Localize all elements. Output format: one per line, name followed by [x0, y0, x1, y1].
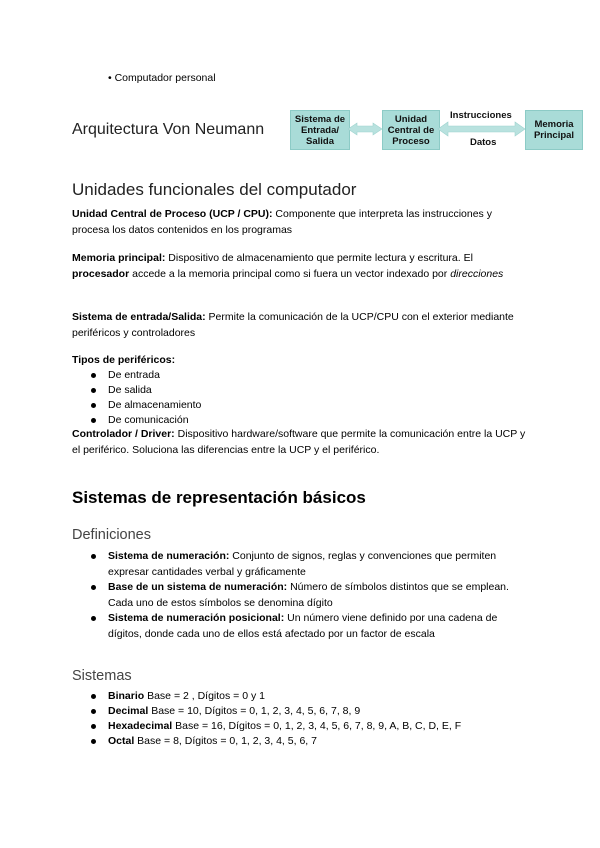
heading-sistemas: Sistemas: [72, 668, 132, 684]
heading-sistemas-rep: Sistemas de representación básicos: [72, 488, 366, 507]
list-item: De salida: [72, 383, 532, 398]
box-entrada-salida: Sistema de Entrada/ Salida: [290, 110, 350, 150]
para-controlador: Controlador / Driver: Dispositivo hardware/software que permite la comunicación entre la UCP y el periférico. Soluciona las diferencias entre la UCP y el periférico.: [72, 428, 526, 456]
list-item: De almacenamiento: [72, 398, 532, 413]
list-item: Sistema de numeración posicional: Un número viene definido por una cadena de dígitos, donde cada uno de ellos está afectado por un factor de escala: [72, 611, 524, 642]
heading-unidades: Unidades funcionales del computador: [72, 180, 357, 199]
bullet-glyph: •: [108, 72, 115, 84]
para-memoria: Memoria principal: Dispositivo de almacenamiento que permite lectura y escritura. El procesador accede a la memoria principal como si fuera un vector indexado por direcciones: [72, 252, 504, 280]
para-entrada-salida: Sistema de entrada/Salida: Permite la comunicación de la UCP/CPU con el exterior mediante periféricos y controladores: [72, 311, 514, 339]
tipos-list: [72, 368, 532, 428]
label-datos: Datos: [470, 137, 497, 148]
arrow-es-ucp: [348, 123, 382, 135]
para-ucp: Unidad Central de Proceso (UCP / CPU): Componente que interpreta las instrucciones y procesa los datos contenidos en los programas: [72, 208, 492, 236]
box-ucp: Unidad Central de Proceso: [382, 110, 440, 150]
list-item: De entrada: [72, 368, 532, 383]
list-item: Decimal Base = 10, Dígitos = 0, 1, 2, 3, 4, 5, 6, 7, 8, 9: [72, 704, 532, 719]
arch-title: Arquitectura Von Neumann: [72, 121, 265, 138]
heading-definiciones: Definiciones: [72, 527, 151, 543]
label-instrucciones: Instrucciones: [450, 110, 512, 121]
tipos-heading: Tipos de periféricos:: [72, 354, 176, 366]
list-item: Hexadecimal Base = 16, Dígitos = 0, 1, 2, 3, 4, 5, 6, 7, 8, 9, A, B, C, D, E, F: [72, 719, 532, 734]
list-item: Base de un sistema de numeración: Número de símbolos distintos que se emplean. Cada uno de estos símbolos se denomina dígito: [72, 580, 524, 611]
definiciones-list: [72, 549, 524, 642]
list-item: Sistema de numeración: Conjunto de signos, reglas y convenciones que permiten expresar cantidades verbal y gráficamente: [72, 549, 524, 580]
list-item: Octal Base = 8, Dígitos = 0, 1, 2, 3, 4, 5, 6, 7: [72, 734, 532, 749]
top-bullet: • Computador personal: [108, 72, 216, 84]
arrow-ucp-mem: [438, 122, 525, 136]
sistemas-list: [72, 689, 532, 749]
box-memoria: Memoria Principal: [525, 110, 583, 150]
list-item: Binario Base = 2 , Dígitos = 0 y 1: [72, 689, 532, 704]
list-item: De comunicación: [72, 413, 532, 428]
